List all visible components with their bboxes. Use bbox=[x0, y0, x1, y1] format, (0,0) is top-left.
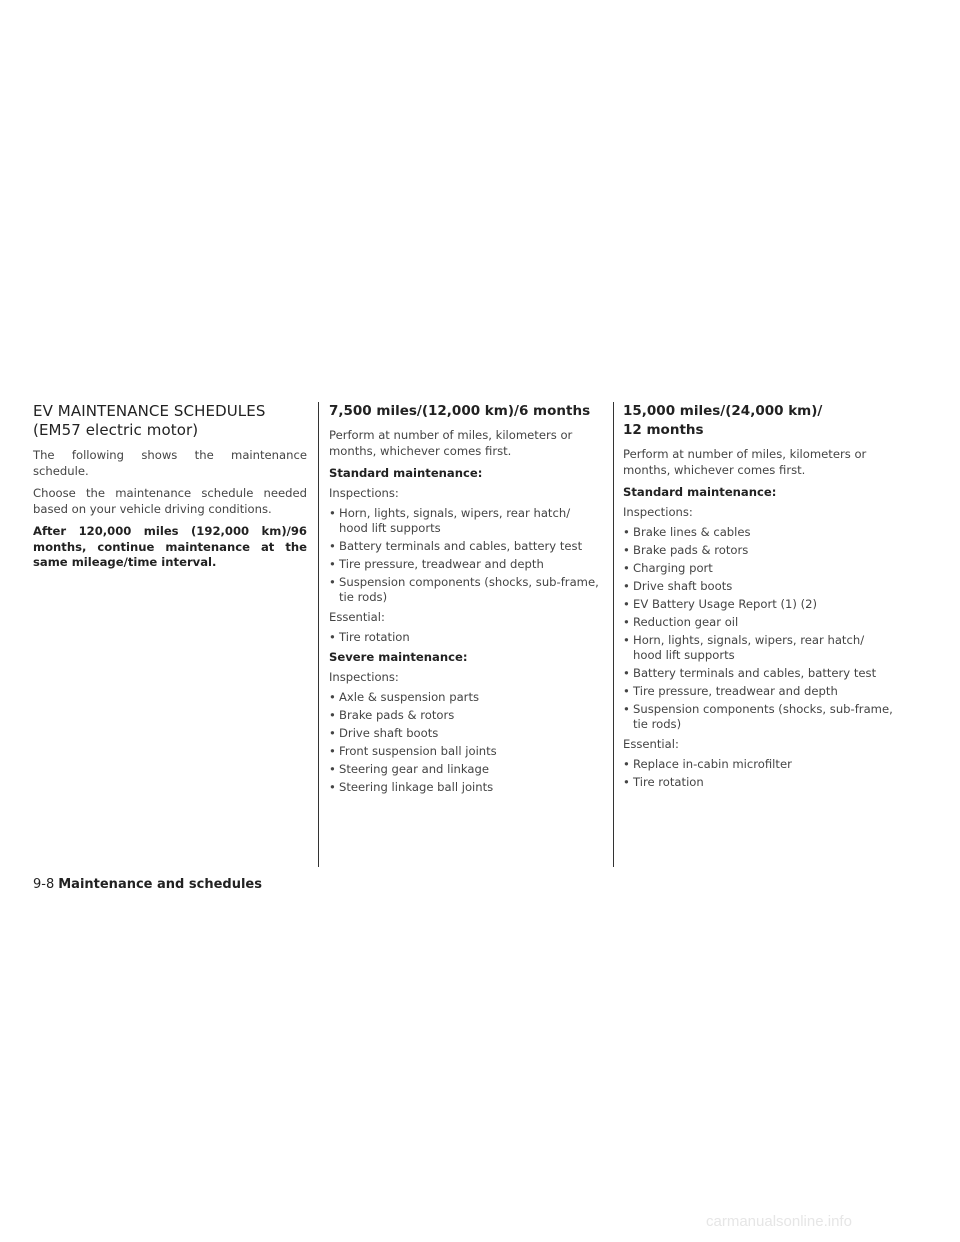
interval-note: After 120,000 miles (192,000 km)/96 months, continue maintenance at the same mileage/time interval. bbox=[33, 524, 307, 569]
essential-label: Essential: bbox=[329, 610, 385, 624]
essential-list bbox=[329, 630, 602, 645]
severe-maintenance-label: Severe maintenance: bbox=[329, 650, 468, 664]
section-title-line2: (EM57 electric motor) bbox=[33, 421, 199, 439]
list-item: • Horn, lights, signals, wipers, rear hatch/ hood lift supports bbox=[329, 506, 602, 536]
list-item: • Tire rotation bbox=[623, 775, 895, 790]
list-item: • Steering linkage ball joints bbox=[329, 780, 602, 795]
watermark: carmanualsonline.info bbox=[706, 1213, 852, 1230]
standard-maintenance-label: Standard maintenance: bbox=[623, 485, 777, 499]
list-item: • Brake pads & rotors bbox=[623, 543, 895, 558]
list-item: • Battery terminals and cables, battery test bbox=[329, 539, 602, 554]
standard-maintenance-label: Standard maintenance: bbox=[329, 466, 483, 480]
list-item: • Tire rotation bbox=[329, 630, 602, 645]
list-item: • Suspension components (shocks, sub-frame, tie rods) bbox=[329, 575, 602, 605]
page-number: 9-8 bbox=[33, 877, 55, 892]
intro-paragraph: The following shows the maintenance schedule. bbox=[33, 448, 307, 478]
column-divider-2 bbox=[613, 402, 614, 867]
list-item: • Drive shaft boots bbox=[623, 579, 895, 594]
interval-intro: Perform at number of miles, kilometers or months, whichever comes first. bbox=[623, 447, 867, 477]
list-item: • Tire pressure, treadwear and depth bbox=[623, 684, 895, 699]
list-item: • EV Battery Usage Report (1) (2) bbox=[623, 597, 895, 612]
interval-intro: Perform at number of miles, kilometers or months, whichever comes first. bbox=[329, 428, 573, 458]
page-footer bbox=[33, 877, 262, 892]
column-intro bbox=[33, 402, 307, 578]
section-title-line1: EV MAINTENANCE SCHEDULES bbox=[33, 402, 266, 420]
interval-title-15000 bbox=[623, 402, 895, 440]
essential-list bbox=[623, 757, 895, 790]
chapter-title: Maintenance and schedules bbox=[58, 877, 262, 892]
list-item: • Drive shaft boots bbox=[329, 726, 602, 741]
section-title bbox=[33, 402, 307, 440]
inspections-label: Inspections: bbox=[329, 486, 399, 500]
list-item: • Horn, lights, signals, wipers, rear hatch/ hood lift supports bbox=[623, 633, 895, 663]
inspections-label: Inspections: bbox=[623, 505, 693, 519]
list-item: • Steering gear and linkage bbox=[329, 762, 602, 777]
column-15000-miles bbox=[623, 402, 895, 795]
interval-title-7500: 7,500 miles/(12,000 km)/6 months bbox=[329, 403, 591, 419]
interval-title-line1: 15,000 miles/(24,000 km)/ bbox=[623, 403, 823, 419]
choose-paragraph: Choose the maintenance schedule needed based on your vehicle driving conditions. bbox=[33, 486, 307, 516]
list-item: • Brake pads & rotors bbox=[329, 708, 602, 723]
column-7500-miles bbox=[329, 402, 602, 800]
list-item: • Battery terminals and cables, battery test bbox=[623, 666, 895, 681]
list-item: • Charging port bbox=[623, 561, 895, 576]
list-item: • Axle & suspension parts bbox=[329, 690, 602, 705]
interval-title-line2: 12 months bbox=[623, 422, 704, 438]
column-divider-1 bbox=[318, 402, 319, 867]
list-item: • Replace in-cabin microfilter bbox=[623, 757, 895, 772]
list-item: • Brake lines & cables bbox=[623, 525, 895, 540]
essential-label: Essential: bbox=[623, 737, 679, 751]
list-item: • Tire pressure, treadwear and depth bbox=[329, 557, 602, 572]
list-item: • Front suspension ball joints bbox=[329, 744, 602, 759]
severe-inspections-label: Inspections: bbox=[329, 670, 399, 684]
severe-inspections-list bbox=[329, 690, 602, 795]
inspections-list bbox=[329, 506, 602, 605]
list-item: • Suspension components (shocks, sub-frame, tie rods) bbox=[623, 702, 895, 732]
inspections-list bbox=[623, 525, 895, 732]
list-item: • Reduction gear oil bbox=[623, 615, 895, 630]
